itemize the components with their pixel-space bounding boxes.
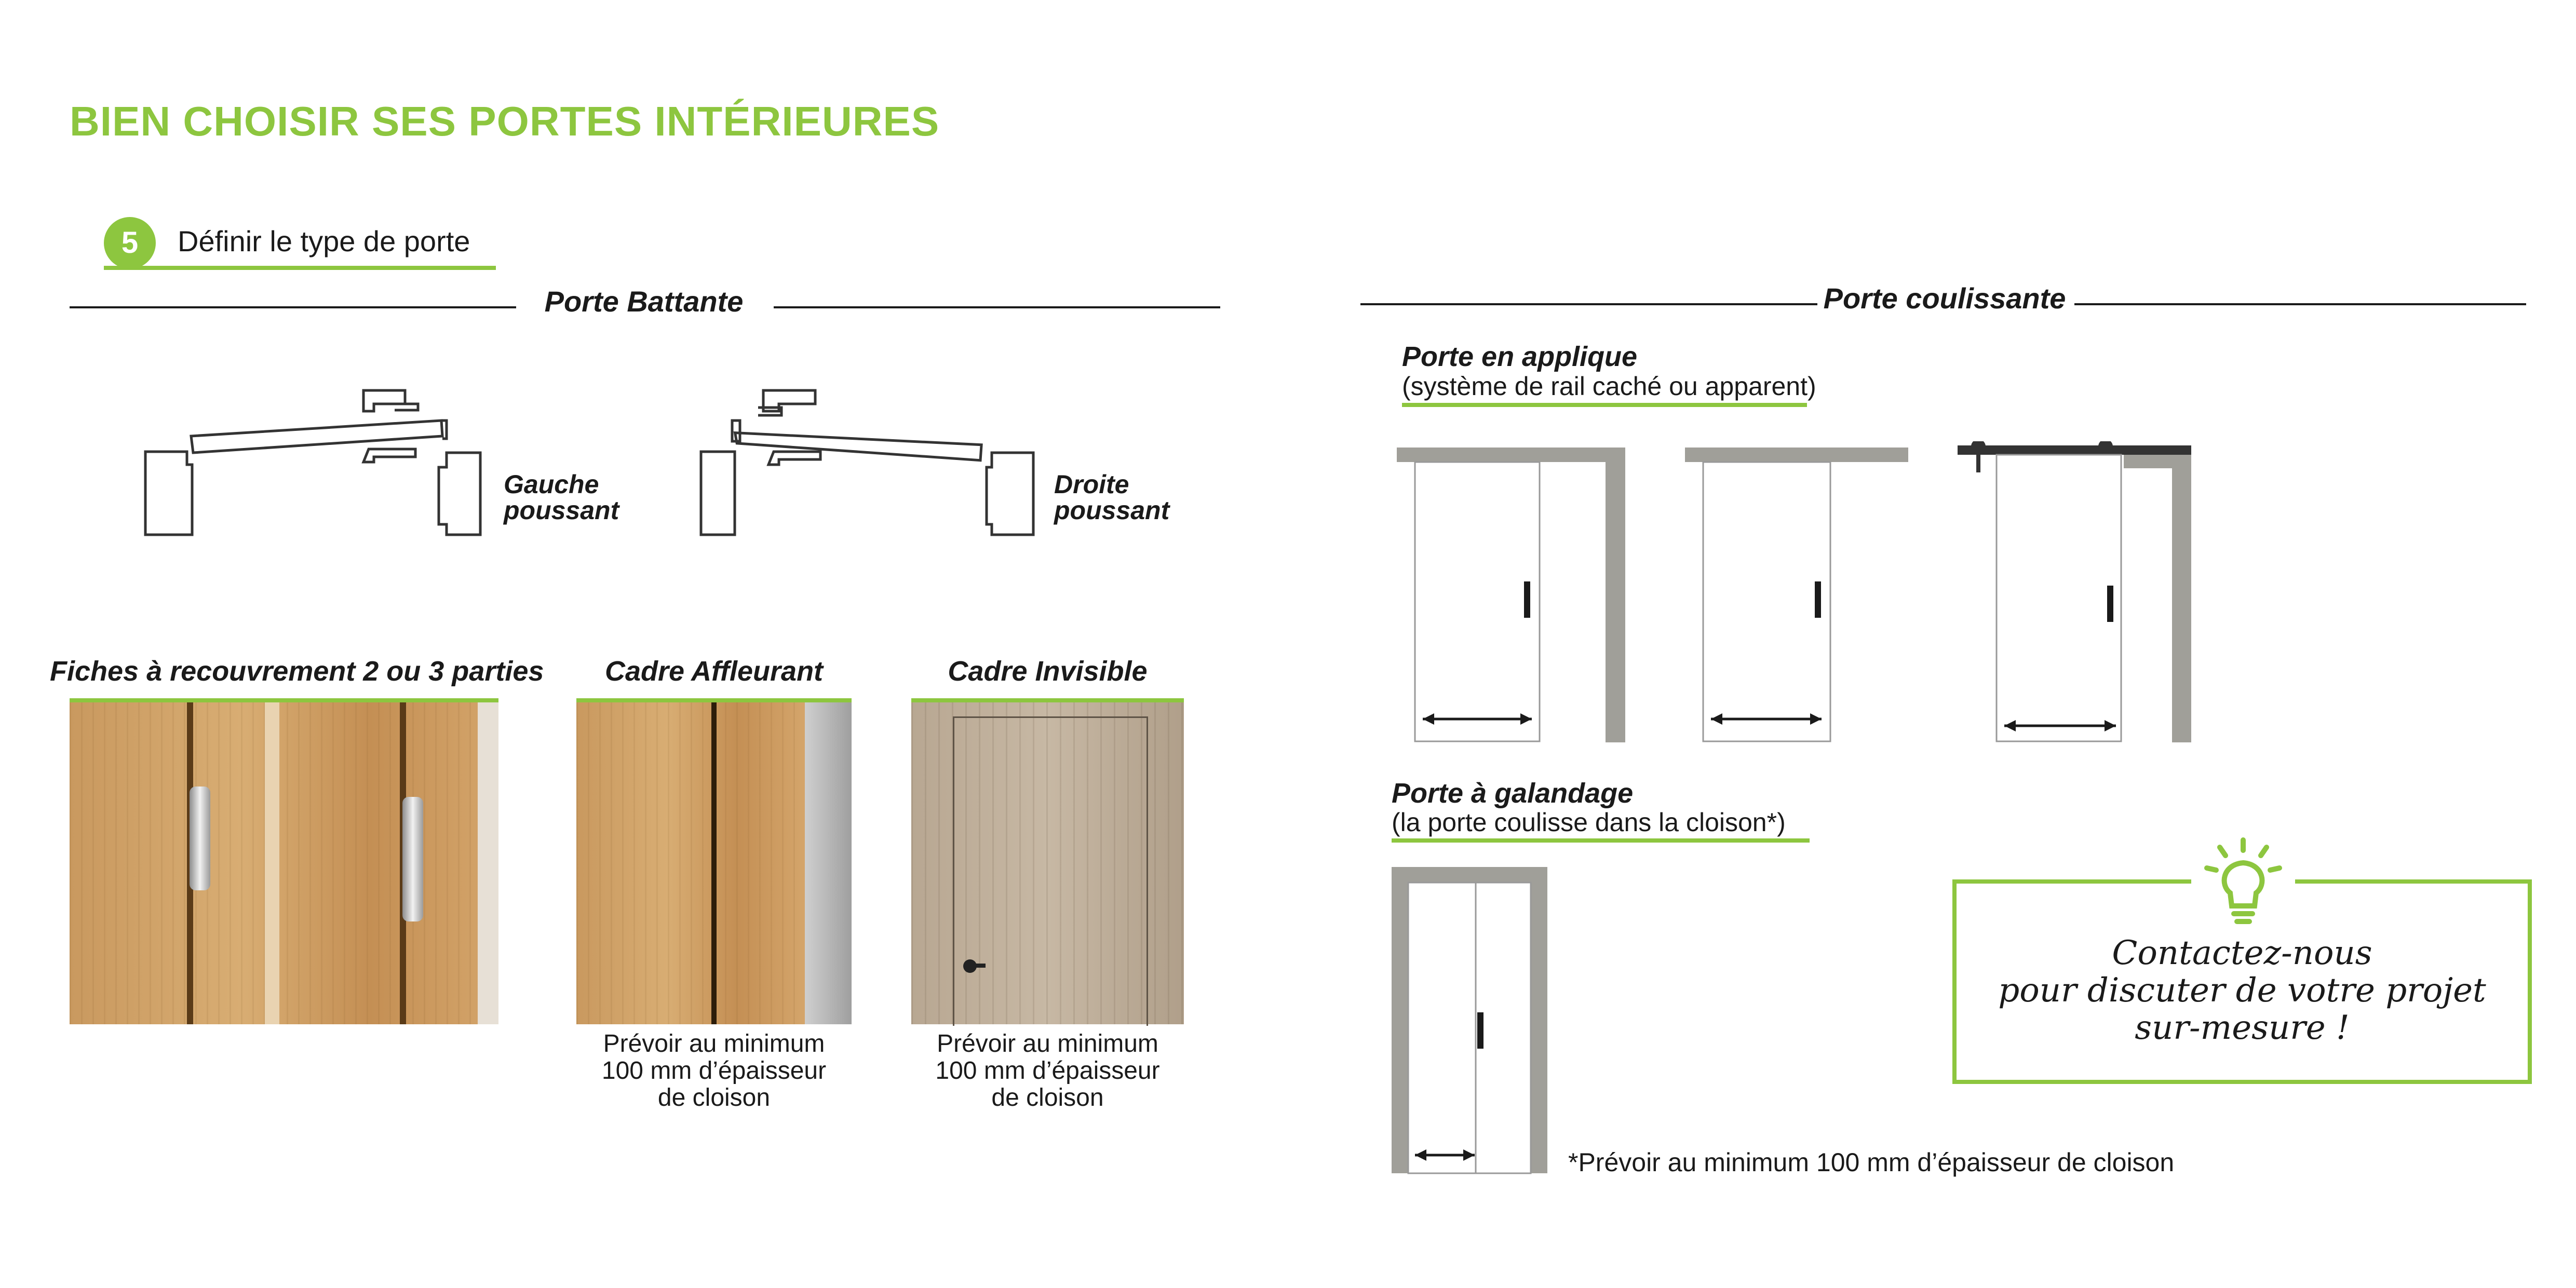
lightbulb-icon bbox=[2191, 836, 2295, 929]
applique-wall-rail-diagram bbox=[1685, 448, 1908, 741]
option-note: de cloison bbox=[657, 1084, 771, 1111]
option-underline bbox=[70, 698, 498, 702]
right-push-label: Droite bbox=[1054, 470, 1129, 499]
option-note: 100 mm d’épaisseur bbox=[935, 1057, 1160, 1084]
divider-line bbox=[1360, 303, 1817, 305]
wall-edge bbox=[805, 702, 852, 1024]
door-outline bbox=[953, 716, 1148, 1026]
galandage-subtitle: (la porte coulisse dans la cloison*) bbox=[1392, 808, 1786, 837]
sliding-door-diagrams bbox=[1392, 441, 2243, 748]
galandage-underline bbox=[1392, 838, 1810, 843]
applique-title: Porte en applique bbox=[1402, 341, 1638, 372]
galandage-title: Porte à galandage bbox=[1392, 778, 1634, 809]
step-underline bbox=[104, 266, 496, 270]
door-gap bbox=[711, 702, 717, 1024]
option-title-affleurant: Cadre Affleurant bbox=[604, 656, 824, 687]
step-label: Définir le type de porte bbox=[178, 225, 470, 257]
contact-text bbox=[1952, 934, 2532, 1047]
divider-line bbox=[70, 306, 516, 308]
section-title-battante: Porte Battante bbox=[544, 285, 744, 318]
lightbulb-icon-wrap bbox=[2191, 836, 2295, 929]
right-push-label: poussant bbox=[1054, 496, 1170, 525]
applique-subtitle: (système de rail caché ou apparent) bbox=[1402, 372, 1816, 401]
hinge-photo bbox=[70, 702, 498, 1024]
contact-line: pour discuter de votre projet bbox=[1998, 971, 2486, 1010]
applique-underline bbox=[1402, 403, 1807, 407]
applique-hidden-rail-diagram bbox=[1397, 448, 1625, 742]
option-note: de cloison bbox=[991, 1084, 1104, 1111]
option-title-fiches: Fiches à recouvrement 2 ou 3 parties bbox=[50, 656, 544, 687]
contact-line: sur-mesure ! bbox=[2135, 1009, 2350, 1047]
footnote: *Prévoir au minimum 100 mm d’épaisseur de cloison bbox=[1568, 1148, 2175, 1177]
door-edge bbox=[265, 702, 279, 1024]
divider-line bbox=[2074, 303, 2526, 305]
hinge-icon bbox=[190, 787, 210, 890]
option-title-invisible: Cadre Invisible bbox=[948, 656, 1148, 687]
option-note: Prévoir au minimum bbox=[603, 1030, 825, 1057]
door-edge bbox=[478, 702, 498, 1024]
option-note: Prévoir au minimum bbox=[937, 1030, 1158, 1057]
door-diagram-right-push bbox=[691, 384, 1054, 545]
left-push-label: poussant bbox=[504, 496, 619, 525]
step-number-badge: 5 bbox=[104, 217, 156, 269]
page-title: BIEN CHOISIR SES PORTES INTÉRIEURES bbox=[70, 98, 940, 144]
option-underline bbox=[911, 698, 1184, 702]
pocket-door-diagram bbox=[1386, 864, 1553, 1176]
door-handle-icon bbox=[970, 964, 986, 968]
option-note: 100 mm d’épaisseur bbox=[601, 1057, 827, 1084]
left-push-label: Gauche bbox=[504, 470, 599, 499]
applique-visible-rail-diagram bbox=[1958, 441, 2191, 742]
door-diagram-left-push bbox=[135, 384, 498, 545]
option-underline bbox=[576, 698, 852, 702]
contact-line: Contactez-nous bbox=[2112, 934, 2372, 972]
flush-frame-photo bbox=[576, 702, 805, 1024]
divider-line bbox=[774, 306, 1220, 308]
hinge-icon bbox=[402, 797, 423, 921]
section-title-coulissante: Porte coulissante bbox=[1823, 282, 2066, 315]
